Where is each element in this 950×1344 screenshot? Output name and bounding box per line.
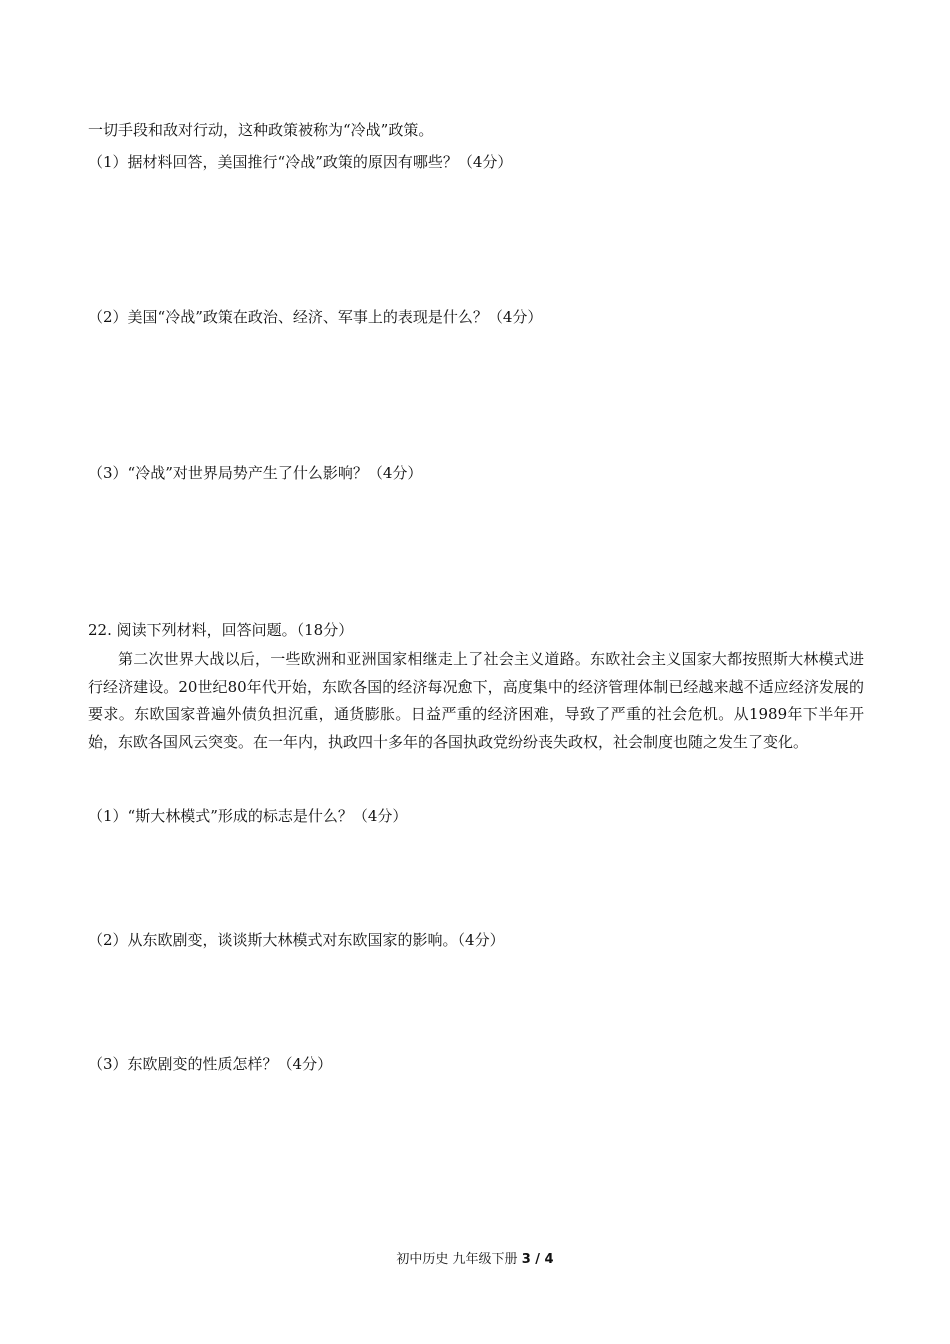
- page-footer: [0, 1251, 950, 1269]
- question-22-sub-3: （3）东欧剧变的性质怎样？（4分）: [88, 1055, 333, 1073]
- question-21-sub-3: （3）“冷战”对世界局势产生了什么影响？（4分）: [88, 464, 423, 482]
- question-22-sub-2: （2）从东欧剧变，谈谈斯大林模式对东欧国家的影响。（4分）: [88, 931, 505, 949]
- footer-page-number: 3 / 4: [521, 1252, 554, 1267]
- question-22-material: 第二次世界大战以后，一些欧洲和亚洲国家相继走上了社会主义道路。东欧社会主义国家大都按照斯大林模式进行经济建设。20世纪80年代开始，东欧各国的经济每况愈下，高度集中的经济管理体制已经越来越不适应经济发展的要求。东欧国家普遍外债负担沉重，通货膨胀。日益严重的经济困难，导致了严重的社会危机。从1989年下半年开始，东欧各国风云突变。在一年内，执政四十多年的各国执政党纷纷丧失政权，社会制度也随之发生了变化。: [88, 650, 864, 751]
- material-continuation: 一切手段和敌对行动，这种政策被称为“冷战”政策。: [88, 121, 434, 139]
- question-22-sub-1: （1）“斯大林模式”形成的标志是什么？（4分）: [88, 807, 408, 825]
- question-22-heading: 22. 阅读下列材料，回答问题。（18分）: [88, 621, 354, 639]
- footer-subject: 初中历史 九年级下册: [396, 1252, 522, 1267]
- question-21-sub-1: （1）据材料回答，美国推行“冷战”政策的原因有哪些？（4分）: [88, 153, 513, 171]
- question-21-sub-2: （2）美国“冷战”政策在政治、经济、军事上的表现是什么？（4分）: [88, 308, 543, 326]
